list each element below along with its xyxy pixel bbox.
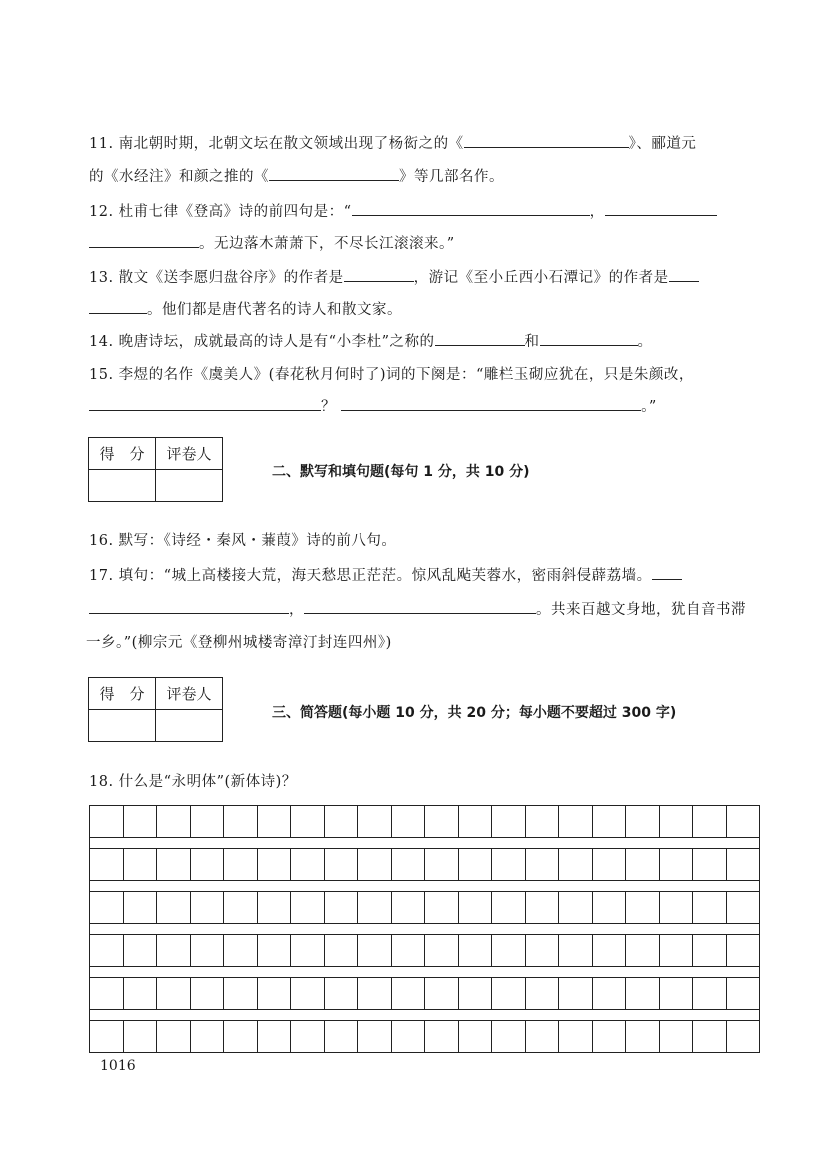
answer-grid-cell[interactable] — [559, 806, 593, 837]
answer-grid-cell[interactable] — [593, 978, 627, 1009]
answer-grid-cell[interactable] — [124, 849, 158, 880]
answer-grid-cell[interactable] — [325, 892, 359, 923]
answer-grid-cell[interactable] — [593, 1021, 627, 1052]
answer-blank[interactable] — [669, 267, 699, 282]
question-13-line1 — [89, 266, 760, 287]
answer-grid-cell[interactable] — [392, 849, 426, 880]
question-15-qmark: ？ — [321, 399, 336, 415]
answer-grid-cell[interactable] — [90, 849, 124, 880]
answer-grid-row — [89, 891, 760, 924]
answer-blank[interactable] — [304, 599, 536, 614]
answer-grid-cell[interactable] — [191, 806, 225, 837]
question-12-comma: ， — [589, 204, 605, 220]
answer-grid-cell[interactable] — [191, 892, 225, 923]
question-11-text: 11. 南北朝时期，北朝文坛在散文领域出现了杨衒之的《 — [89, 136, 464, 152]
answer-blank[interactable] — [341, 396, 641, 411]
answer-grid-cell[interactable] — [425, 935, 459, 966]
answer-grid-cell[interactable] — [727, 892, 760, 923]
answer-grid-cell[interactable] — [291, 849, 325, 880]
question-13-text-b: ，游记《至小丘西小石潭记》的作者是 — [413, 270, 669, 286]
answer-grid-row — [89, 848, 760, 881]
answer-blank[interactable] — [89, 396, 321, 411]
answer-grid-cell[interactable] — [626, 806, 660, 837]
answer-grid-cell[interactable] — [559, 978, 593, 1009]
answer-grid-cell[interactable] — [124, 978, 158, 1009]
answer-grid-cell[interactable] — [660, 806, 694, 837]
answer-grid-cell[interactable] — [90, 1021, 124, 1052]
answer-blank[interactable] — [89, 233, 199, 248]
answer-grid-cell[interactable] — [124, 1021, 158, 1052]
score-table-section2 — [88, 437, 223, 502]
answer-grid-cell[interactable] — [693, 935, 727, 966]
score-cell[interactable] — [89, 710, 156, 742]
answer-grid-cell[interactable] — [157, 849, 191, 880]
answer-grid-cell[interactable] — [660, 1021, 694, 1052]
answer-grid-cell[interactable] — [559, 935, 593, 966]
answer-grid-cell[interactable] — [358, 978, 392, 1009]
answer-grid-cell[interactable] — [593, 806, 627, 837]
page-number: 1016 — [100, 1058, 136, 1074]
answer-grid-cell[interactable] — [626, 935, 660, 966]
question-11-text-b: 》、郦道元 — [628, 136, 697, 152]
answer-grid-cell[interactable] — [90, 935, 124, 966]
answer-blank[interactable] — [540, 331, 638, 346]
answer-grid-cell[interactable] — [727, 849, 760, 880]
question-16-line — [89, 529, 760, 550]
section-2-title: 二、默写和填句题(每句 1 分，共 10 分) — [272, 464, 530, 480]
answer-grid-cell[interactable] — [693, 978, 727, 1009]
answer-grid-cell[interactable] — [526, 978, 560, 1009]
answer-blank[interactable] — [464, 133, 629, 148]
answer-grid-cell[interactable] — [459, 1021, 493, 1052]
question-16-text: 16. 默写：《诗经・秦风・蒹葭》诗的前八句。 — [89, 533, 397, 549]
question-18-text: 18. 什么是“永明体”(新体诗)？ — [89, 774, 297, 790]
answer-grid-cell[interactable] — [660, 892, 694, 923]
answer-grid-gap — [89, 924, 760, 934]
answer-grid-cell[interactable] — [124, 935, 158, 966]
answer-grid-cell[interactable] — [727, 1021, 760, 1052]
question-12-line1 — [89, 200, 760, 221]
answer-grid-cell[interactable] — [191, 849, 225, 880]
answer-grid-row — [89, 1020, 760, 1053]
answer-grid-gap — [89, 967, 760, 977]
answer-grid-cell[interactable] — [325, 978, 359, 1009]
answer-grid-cell[interactable] — [325, 935, 359, 966]
answer-grid-cell[interactable] — [459, 935, 493, 966]
answer-grid-cell[interactable] — [492, 1021, 526, 1052]
answer-grid-cell[interactable] — [459, 892, 493, 923]
question-15-text: 15. 李煜的名作《虞美人》(春花秋月何时了)词的下阕是：“雕栏玉砌应犹在，只是朱颜改， — [89, 367, 694, 383]
answer-grid-cell[interactable] — [291, 1021, 325, 1052]
answer-grid-cell[interactable] — [224, 935, 258, 966]
answer-grid-cell[interactable] — [693, 892, 727, 923]
answer-grid-cell[interactable] — [593, 849, 627, 880]
question-13-line2 — [89, 298, 760, 319]
answer-grid-cell[interactable] — [693, 849, 727, 880]
answer-grid-cell[interactable] — [258, 1021, 292, 1052]
answer-grid-gap — [89, 1010, 760, 1020]
answer-grid-cell[interactable] — [224, 1021, 258, 1052]
answer-grid-cell[interactable] — [358, 935, 392, 966]
answer-grid-cell[interactable] — [459, 978, 493, 1009]
answer-grid-cell[interactable] — [392, 935, 426, 966]
answer-grid-cell[interactable] — [392, 892, 426, 923]
question-12-text-c: 。无边落木萧萧下，不尽长江滚滚来。” — [199, 236, 455, 252]
answer-grid-cell[interactable] — [559, 849, 593, 880]
question-17-comma: ， — [289, 602, 304, 618]
score-table-section3 — [88, 677, 223, 742]
question-17-text: 17. 填句：“城上高楼接大荒，海天愁思正茫茫。惊风乱飐芙蓉水，密雨斜侵薜荔墙。 — [89, 568, 652, 584]
answer-grid-row — [89, 934, 760, 967]
answer-grid-cell[interactable] — [191, 935, 225, 966]
question-17-line3 — [86, 631, 760, 652]
answer-grid-cell[interactable] — [157, 978, 191, 1009]
answer-grid-cell[interactable] — [124, 892, 158, 923]
answer-grid-cell[interactable] — [492, 806, 526, 837]
answer-grid-cell[interactable] — [425, 1021, 459, 1052]
answer-grid-gap — [89, 838, 760, 848]
answer-grid-cell[interactable] — [90, 892, 124, 923]
answer-grid-cell[interactable] — [559, 1021, 593, 1052]
answer-grid-cell[interactable] — [425, 806, 459, 837]
answer-grid-cell[interactable] — [626, 849, 660, 880]
answer-grid-cell[interactable] — [258, 978, 292, 1009]
answer-grid-cell[interactable] — [526, 1021, 560, 1052]
answer-grid-cell[interactable] — [492, 892, 526, 923]
answer-grid-cell[interactable] — [358, 849, 392, 880]
answer-grid-cell[interactable] — [224, 892, 258, 923]
answer-grid-cell[interactable] — [660, 978, 694, 1009]
answer-grid-cell[interactable] — [660, 935, 694, 966]
answer-grid-cell[interactable] — [325, 1021, 359, 1052]
answer-blank[interactable] — [344, 267, 414, 282]
answer-grid-cell[interactable] — [191, 978, 225, 1009]
question-18-line — [89, 770, 760, 791]
answer-grid-cell[interactable] — [224, 978, 258, 1009]
question-15-end: 。” — [641, 399, 657, 415]
answer-blank[interactable] — [435, 331, 525, 346]
answer-grid-cell[interactable] — [258, 935, 292, 966]
answer-grid-cell[interactable] — [392, 1021, 426, 1052]
answer-grid-cell[interactable] — [492, 978, 526, 1009]
question-11-line1 — [89, 132, 760, 153]
answer-grid-cell[interactable] — [492, 935, 526, 966]
answer-grid-cell[interactable] — [660, 849, 694, 880]
grader-label: 评卷人 — [156, 678, 223, 710]
answer-blank[interactable] — [352, 201, 590, 216]
score-label: 得 分 — [89, 438, 156, 470]
answer-grid-cell[interactable] — [157, 1021, 191, 1052]
answer-grid-cell[interactable] — [392, 806, 426, 837]
answer-grid-cell[interactable] — [392, 978, 426, 1009]
answer-grid-cell[interactable] — [157, 892, 191, 923]
answer-grid-cell[interactable] — [626, 978, 660, 1009]
answer-grid-cell[interactable] — [526, 849, 560, 880]
grader-cell[interactable] — [156, 470, 223, 502]
answer-blank[interactable] — [652, 565, 682, 580]
question-17-line1 — [89, 564, 760, 585]
answer-grid-cell[interactable] — [358, 892, 392, 923]
answer-grid-cell[interactable] — [291, 935, 325, 966]
answer-grid-cell[interactable] — [425, 849, 459, 880]
answer-grid-cell[interactable] — [291, 892, 325, 923]
answer-grid-cell[interactable] — [258, 892, 292, 923]
answer-blank[interactable] — [605, 201, 717, 216]
answer-grid-cell[interactable] — [325, 806, 359, 837]
question-12-line2 — [89, 232, 760, 253]
answer-grid-cell[interactable] — [291, 806, 325, 837]
answer-grid-cell[interactable] — [626, 1021, 660, 1052]
answer-grid-cell[interactable] — [157, 806, 191, 837]
answer-blank[interactable] — [89, 599, 289, 614]
answer-grid-cell[interactable] — [191, 1021, 225, 1052]
answer-grid-cell[interactable] — [258, 806, 292, 837]
answer-grid-cell[interactable] — [358, 1021, 392, 1052]
answer-grid-cell[interactable] — [693, 1021, 727, 1052]
grader-cell[interactable] — [156, 710, 223, 742]
question-13-text-c: 。他们都是唐代著名的诗人和散文家。 — [147, 302, 402, 318]
answer-grid-cell[interactable] — [459, 849, 493, 880]
answer-grid-cell[interactable] — [224, 849, 258, 880]
question-13-text: 13. 散文《送李愿归盘谷序》的作者是 — [89, 270, 344, 286]
answer-grid-cell[interactable] — [358, 806, 392, 837]
answer-grid-cell[interactable] — [425, 978, 459, 1009]
answer-grid-cell[interactable] — [593, 892, 627, 923]
answer-grid-cell[interactable] — [425, 892, 459, 923]
question-11-text-d: 》等几部名作。 — [399, 169, 504, 185]
question-12-text: 12. 杜甫七律《登高》诗的前四句是：“ — [89, 204, 352, 220]
question-11-text-c: 的《水经注》和颜之推的《 — [89, 169, 269, 185]
answer-grid-cell[interactable] — [593, 935, 627, 966]
answer-grid-cell[interactable] — [727, 978, 760, 1009]
answer-grid-cell[interactable] — [492, 849, 526, 880]
answer-grid-cell[interactable] — [90, 978, 124, 1009]
question-14-line — [89, 330, 760, 351]
answer-blank[interactable] — [269, 166, 399, 181]
grader-label: 评卷人 — [156, 438, 223, 470]
question-11-line2 — [89, 165, 760, 186]
answer-grid-cell[interactable] — [90, 806, 124, 837]
answer-grid-cell[interactable] — [727, 806, 760, 837]
answer-blank[interactable] — [89, 299, 147, 314]
question-17-line2 — [89, 598, 760, 619]
answer-grid-cell[interactable] — [224, 806, 258, 837]
answer-grid-cell[interactable] — [626, 892, 660, 923]
score-cell[interactable] — [89, 470, 156, 502]
answer-grid-cell[interactable] — [258, 849, 292, 880]
answer-grid-cell[interactable] — [157, 935, 191, 966]
answer-grid-cell[interactable] — [124, 806, 158, 837]
answer-grid-row — [89, 805, 760, 838]
answer-grid-row — [89, 977, 760, 1010]
answer-grid-cell[interactable] — [559, 892, 593, 923]
question-15-line1 — [89, 363, 760, 384]
answer-grid-cell[interactable] — [526, 806, 560, 837]
answer-grid-cell[interactable] — [325, 849, 359, 880]
answer-grid-cell[interactable] — [727, 935, 760, 966]
answer-grid-cell[interactable] — [291, 978, 325, 1009]
answer-grid-cell[interactable] — [693, 806, 727, 837]
answer-grid-gap — [89, 881, 760, 891]
question-14-text: 14. 晚唐诗坛，成就最高的诗人是有“小李杜”之称的 — [89, 334, 435, 350]
question-14-text-c: 。 — [637, 334, 653, 350]
score-label: 得 分 — [89, 678, 156, 710]
question-17-text-d: 一乡。”(柳宗元《登柳州城楼寄漳汀封连四州》) — [86, 635, 392, 651]
answer-grid-cell[interactable] — [526, 892, 560, 923]
question-14-text-b: 和 — [524, 334, 540, 350]
answer-grid[interactable] — [89, 805, 760, 1053]
answer-grid-cell[interactable] — [459, 806, 493, 837]
section-3-title: 三、简答题(每小题 10 分，共 20 分；每小题不要超过 300 字) — [272, 705, 677, 721]
answer-grid-cell[interactable] — [526, 935, 560, 966]
question-15-line2 — [89, 395, 760, 416]
question-17-text-c: 。共来百越文身地，犹自音书滞 — [536, 602, 746, 618]
